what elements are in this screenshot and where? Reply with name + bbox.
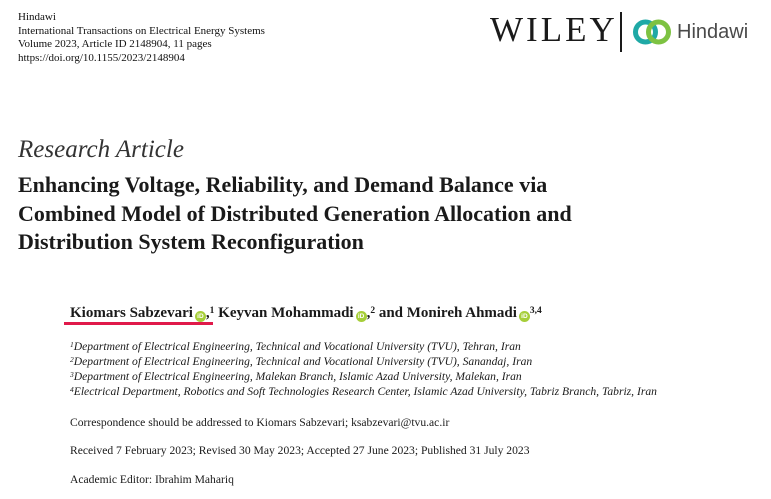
affiliation-number: 1 (70, 340, 74, 349)
logo-divider (620, 12, 622, 52)
affiliation-list (70, 339, 657, 399)
author-affiliation-number: 3,4 (529, 306, 542, 316)
affiliation-item (70, 339, 657, 354)
author-highlight-underline (64, 322, 213, 325)
hindawi-logo-icon (632, 16, 672, 48)
publication-dates: Received 7 February 2023; Revised 30 May 2023; Accepted 27 June 2023; Published 31 July 2023 (70, 444, 530, 457)
author-separator: , (366, 305, 371, 321)
author-list (70, 302, 542, 324)
title-line: Combined Model of Distributed Generation Allocation and (18, 200, 572, 226)
doi-link[interactable]: https://doi.org/10.1155/2023/2148904 (18, 51, 185, 64)
volume-info: Volume 2023, Article ID 2148904, 11 pages (18, 38, 212, 51)
author-affiliation-number: 1 (209, 306, 215, 316)
affiliation-number: 3 (70, 370, 74, 379)
affiliation-text: Electrical Department, Robotics and Soft Technologies Research Center, Islamic Azad University, Tabriz Branch, Tabriz, Iran (73, 385, 657, 398)
publisher-name: Hindawi (18, 11, 56, 23)
title-line: Enhancing Voltage, Reliability, and Demand Balance via (18, 172, 548, 197)
article-title (18, 171, 758, 257)
author-conjunction: and (378, 305, 407, 321)
article-type: Research Article (18, 136, 184, 163)
correspondence: Correspondence should be addressed to Kiomars Sabzevari; ksabzevari@tvu.ac.ir (70, 416, 450, 429)
affiliation-number: 2 (70, 355, 74, 364)
wiley-logo: WILEY (490, 10, 618, 49)
orcid-icon[interactable]: iD (356, 311, 367, 322)
journal-metadata (18, 11, 265, 65)
hindawi-logo-text: Hindawi (677, 21, 749, 43)
orcid-icon[interactable]: iD (195, 311, 206, 322)
affiliation-text: Department of Electrical Engineering, Malekan Branch, Islamic Azad University, Malekan, Iran (73, 370, 522, 383)
author-separator: , (205, 305, 210, 321)
affiliation-item (70, 384, 657, 399)
affiliation-number: 4 (70, 385, 74, 394)
affiliation-item (70, 354, 657, 369)
orcid-icon[interactable]: iD (519, 311, 530, 322)
affiliation-text: Department of Electrical Engineering, Technical and Vocational University (TVU), Tehran, Iran (73, 340, 521, 353)
author-name[interactable]: Monireh Ahmadi (406, 305, 517, 321)
academic-editor: Academic Editor: Ibrahim Mahariq (70, 473, 234, 486)
journal-name: International Transactions on Electrical Energy Systems (18, 24, 265, 37)
author-name[interactable]: Kiomars Sabzevari (70, 305, 193, 321)
affiliation-text: Department of Electrical Engineering, Technical and Vocational University (TVU), Sanandaj, Iran (73, 355, 533, 368)
title-line: Distribution System Reconfiguration (18, 229, 364, 254)
author-name[interactable]: Keyvan Mohammadi (218, 305, 354, 321)
affiliation-item (70, 369, 657, 384)
author-affiliation-number: 2 (370, 306, 376, 316)
